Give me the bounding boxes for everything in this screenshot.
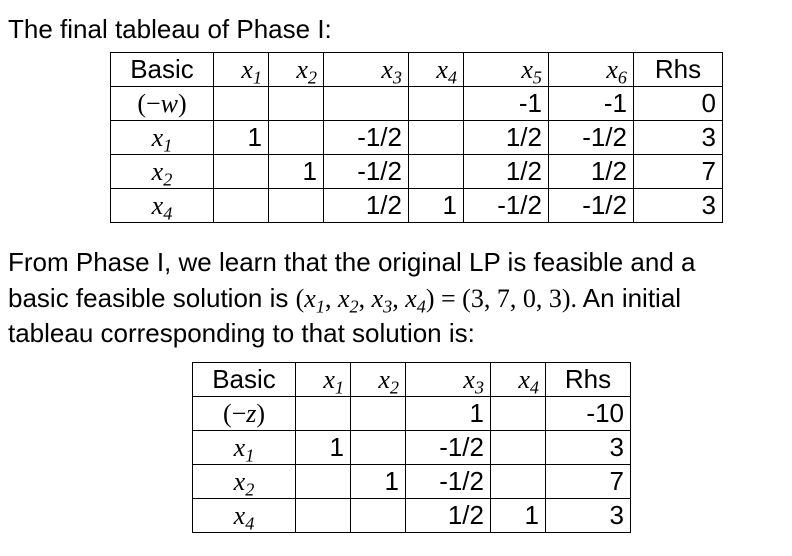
t1-header-5: $x_5$ bbox=[464, 53, 549, 87]
t1-header-2: $x_2$ bbox=[269, 53, 324, 87]
t1-objective-cell bbox=[214, 87, 269, 121]
t1-objective-cell bbox=[269, 87, 324, 121]
t2-cell: 3 bbox=[546, 499, 631, 533]
t2-cell bbox=[491, 465, 546, 499]
t2-objective-cell bbox=[351, 397, 406, 431]
t1-objective-label: (−w) bbox=[111, 87, 214, 121]
t2-basic-var: $x_2$ bbox=[193, 465, 296, 499]
bfs-solution: ($x_1$, $x_2$, $x_3$, $x_4) = (3$, 7, 0, 3). bbox=[295, 284, 577, 317]
t1-cell: 3 bbox=[634, 121, 723, 155]
t1-cell: 1/2 bbox=[549, 155, 634, 189]
t2-cell: 1/2 bbox=[406, 499, 491, 533]
t1-cell bbox=[214, 189, 269, 223]
t1-header-7: Rhs bbox=[634, 53, 723, 87]
t2-header-5: Rhs bbox=[546, 363, 631, 397]
phase2-tableau bbox=[192, 362, 631, 533]
t1-header-0: Basic bbox=[111, 53, 214, 87]
t2-cell bbox=[296, 465, 351, 499]
t1-cell: 1 bbox=[214, 121, 269, 155]
t1-row-x1 bbox=[111, 121, 723, 155]
t2-header-1: $x_1$ bbox=[296, 363, 351, 397]
t2-header-3: $x_3$ bbox=[406, 363, 491, 397]
t2-cell bbox=[351, 431, 406, 465]
t1-cell: 1/2 bbox=[464, 155, 549, 189]
t1-cell: -1/2 bbox=[324, 155, 409, 189]
paragraph-line-3: tableau corresponding to that solution is: bbox=[8, 318, 475, 348]
t1-basic-var: $x_1$ bbox=[111, 121, 214, 155]
t2-cell bbox=[296, 499, 351, 533]
t1-cell bbox=[409, 121, 464, 155]
t1-header-3: $x_3$ bbox=[324, 53, 409, 87]
t2-cell: 1 bbox=[491, 499, 546, 533]
t2-cell: 7 bbox=[546, 465, 631, 499]
t1-cell: 1 bbox=[269, 155, 324, 189]
phase1-tableau bbox=[110, 52, 723, 223]
t2-objective-cell: 1 bbox=[406, 397, 491, 431]
t2-basic-var: $x_1$ bbox=[193, 431, 296, 465]
t1-basic-var: $x_4$ bbox=[111, 189, 214, 223]
t2-header-2: $x_2$ bbox=[351, 363, 406, 397]
paragraph-line-2-suffix: An initial bbox=[582, 283, 682, 313]
t2-objective-cell bbox=[491, 397, 546, 431]
t2-cell: -1/2 bbox=[406, 431, 491, 465]
t2-basic-var: $x_4$ bbox=[193, 499, 296, 533]
t1-cell: 1/2 bbox=[464, 121, 549, 155]
t2-cell bbox=[351, 499, 406, 533]
t2-row-x4 bbox=[193, 499, 631, 533]
t2-cell: -1/2 bbox=[406, 465, 491, 499]
paragraph-line-2 bbox=[8, 281, 681, 316]
t1-header-1: $x_1$ bbox=[214, 53, 269, 87]
t2-cell: 1 bbox=[296, 431, 351, 465]
t2-cell: 1 bbox=[351, 465, 406, 499]
t2-cell: 3 bbox=[546, 431, 631, 465]
t1-basic-var: $x_2$ bbox=[111, 155, 214, 189]
t1-cell bbox=[214, 155, 269, 189]
t2-objective-row bbox=[193, 397, 631, 431]
t1-objective-cell: -1 bbox=[549, 87, 634, 121]
t1-cell bbox=[269, 121, 324, 155]
t2-header-4: $x_4$ bbox=[491, 363, 546, 397]
t2-cell bbox=[491, 431, 546, 465]
t1-cell bbox=[269, 189, 324, 223]
t1-row-x2 bbox=[111, 155, 723, 189]
t1-cell: 3 bbox=[634, 189, 723, 223]
t1-objective-cell bbox=[409, 87, 464, 121]
t2-row-x2 bbox=[193, 465, 631, 499]
t1-objective-cell: -1 bbox=[464, 87, 549, 121]
t1-objective-row bbox=[111, 87, 723, 121]
paragraph-line-2-prefix: basic feasible solution is bbox=[8, 283, 289, 313]
t1-objective-cell bbox=[324, 87, 409, 121]
t2-objective-label: (−z) bbox=[193, 397, 296, 431]
t2-row-x1 bbox=[193, 431, 631, 465]
t2-objective-cell bbox=[296, 397, 351, 431]
t1-objective-cell: 0 bbox=[634, 87, 723, 121]
t1-cell: 7 bbox=[634, 155, 723, 189]
t2-objective-cell: -10 bbox=[546, 397, 631, 431]
t1-cell: -1/2 bbox=[324, 121, 409, 155]
phase1-heading: The final tableau of Phase I: bbox=[8, 14, 332, 44]
t1-cell: 1 bbox=[409, 189, 464, 223]
paragraph-line-1: From Phase I, we learn that the original LP is feasible and a bbox=[8, 247, 696, 277]
t1-cell: -1/2 bbox=[549, 121, 634, 155]
t1-cell: 1/2 bbox=[324, 189, 409, 223]
t1-cell bbox=[409, 155, 464, 189]
t1-header-6: $x_6$ bbox=[549, 53, 634, 87]
t1-row-x4 bbox=[111, 189, 723, 223]
t1-cell: -1/2 bbox=[549, 189, 634, 223]
t1-header-4: $x_4$ bbox=[409, 53, 464, 87]
t2-header-0: Basic bbox=[193, 363, 296, 397]
t1-cell: -1/2 bbox=[464, 189, 549, 223]
